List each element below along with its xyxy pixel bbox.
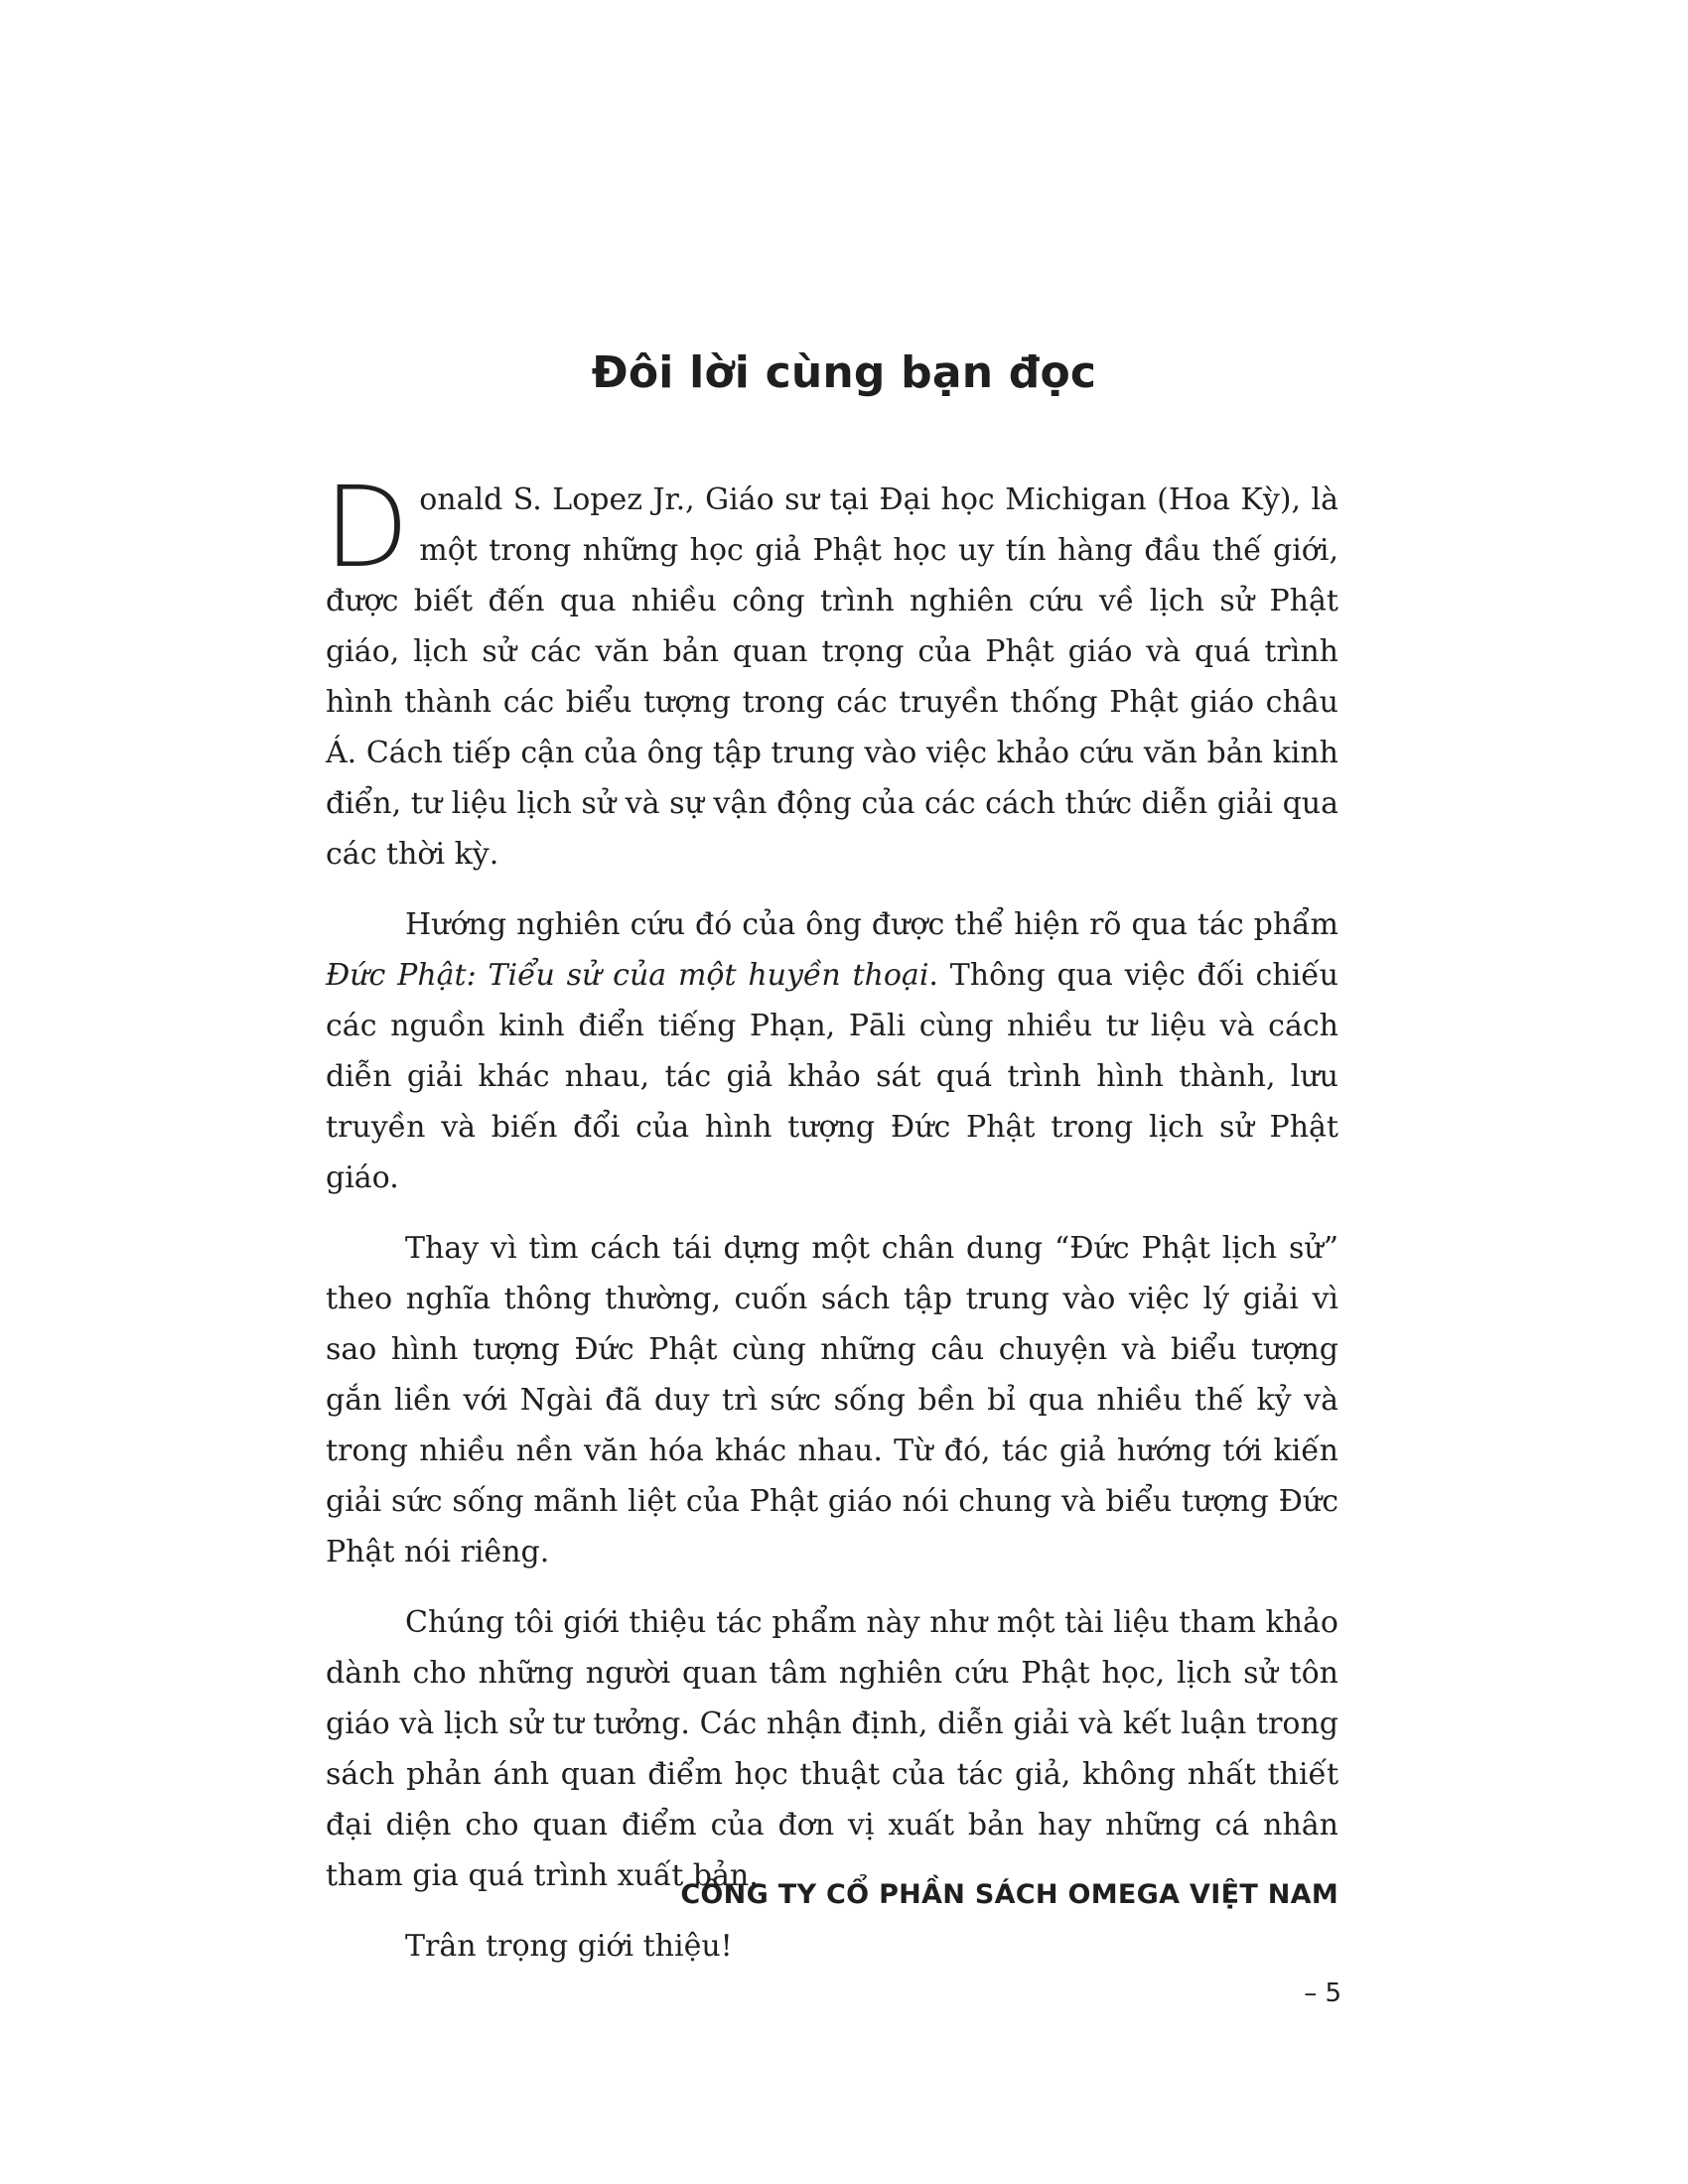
main-text — [324, 464, 1339, 1991]
drop-cap: D — [324, 464, 410, 593]
book-title: Đức Phật: Tiểu sử của một huyền thoại — [326, 958, 929, 993]
page-title: Đôi lời cùng bạn đọc — [591, 347, 1097, 398]
paragraph-3: Thay vì tìm cách tái dựng một chân dung “Đức Phật lịch sử” theo nghĩa thông thường, cuốn sách tập trung vào việc lý giải vì sao hình tượng Đức Phật cùng những câu chuyện và biểu tượng gắn liền với Ngài đã duy trì sức sống bền bỉ qua nhiều thế kỷ và trong nhiều nền văn hóa khác nhau. Từ đó, tác giả hướng tới kiến giải sức sống mãnh liệt của Phật giáo nói chung và biểu tượng Đức Phật nói riêng. — [326, 1231, 1338, 1570]
paragraph-2 — [326, 899, 1338, 1203]
paragraph-2-text-start: Hướng nghiên cứu đó của ông được thể hiện rõ qua tác phẩm — [405, 907, 1338, 942]
publisher-signature: CÔNG TY CỔ PHẦN SÁCH OMEGA VIỆT NAM — [680, 1879, 1338, 1910]
paragraph-1 — [324, 464, 1338, 880]
closing-line: Trân trọng giới thiệu! — [405, 1929, 733, 1964]
page-number: – 5 — [1304, 1979, 1341, 2008]
paragraph-2-text-end: . Thông qua việc đối chiếu các nguồn kinh điển tiếng Phạn, Pāli cùng nhiều tư liệu và cách diễn giải khác nhau, tác giả khảo sát quá trình hình thành, lưu truyền và biến đổi của hình tượng Đức Phật trong lịch sử Phật giáo. — [326, 958, 1339, 1195]
paragraph-1-text: onald S. Lopez Jr., Giáo sư tại Đại học Michigan (Hoa Kỳ), là một trong những học giả Phật học uy tín hàng đầu thế giới, được biết đến qua nhiều công trình nghiên cứu về lịch sử Phật giáo, lịch sử các văn bản quan trọng của Phật giáo và quá trình hình thành các biểu tượng trong các truyền thống Phật giáo châu Á. Cách tiếp cận của ông tập trung vào việc khảo cứu văn bản kinh điển, tư liệu lịch sử và sự vận động của các cách thức diễn giải qua các thời kỳ. — [326, 482, 1338, 872]
paragraph-4: Chúng tôi giới thiệu tác phẩm này như một tài liệu tham khảo dành cho những người quan tâm nghiên cứu Phật học, lịch sử tôn giáo và lịch sử tư tưởng. Các nhận định, diễn giải và kết luận trong sách phản ánh quan điểm học thuật của tác giả, không nhất thiết đại diện cho quan điểm của đơn vị xuất bản hay những cá nhân tham gia quá trình xuất bản. — [326, 1605, 1338, 1893]
